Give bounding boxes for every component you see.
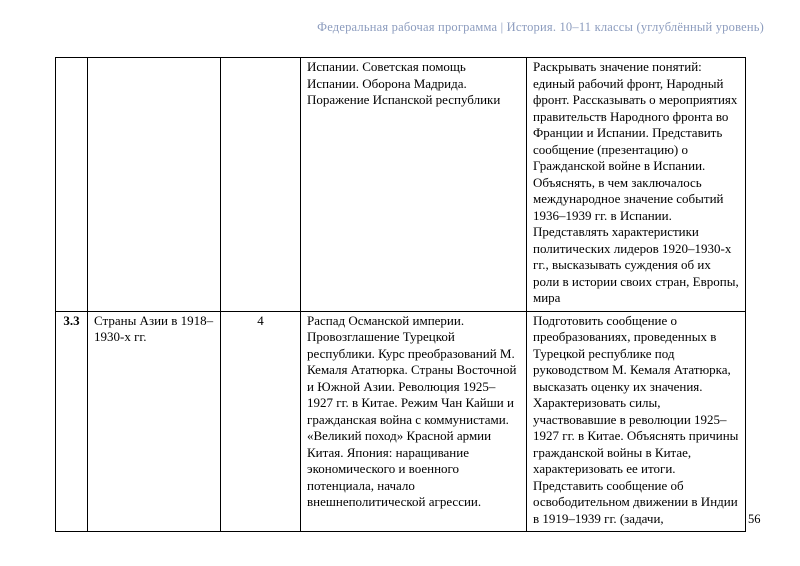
curriculum-table <box>55 57 746 532</box>
hours-cell: 4 <box>221 311 301 532</box>
row-number-cell <box>56 58 88 312</box>
table-row <box>56 58 746 312</box>
hours-cell <box>221 58 301 312</box>
running-header: Федеральная рабочая программа | История. 10–11 классы (углублённый уровень) <box>317 20 764 34</box>
page-number: 56 <box>748 512 761 526</box>
content-cell: Распад Османской империи. Провозглашение Турецкой республики. Курс преобразований М. Кемаля Ататюрка. Страны Восточной и Южной Азии. Революция 1925–1927 гг. в Китае. Режим Чан Кайши и гражданская война с коммунистами. «Великий поход» Красной армии Китая. Япония: наращивание экономического и военного потенциала, начало внешнеполитической агрессии. <box>301 311 527 532</box>
topic-cell <box>88 58 221 312</box>
table-row <box>56 311 746 532</box>
content-cell: Испании. Советская помощь Испании. Оборона Мадрида. Поражение Испанской республики <box>301 58 527 312</box>
topic-cell: Страны Азии в 1918–1930-х гг. <box>88 311 221 532</box>
activities-cell: Раскрывать значение понятий: единый рабочий фронт, Народный фронт. Рассказывать о мероприятиях правительств Народного фронта во Франции и Испании. Представить сообщение (презентацию) о Гражданской войне в Испании. Объяснять, в чем заключалось международное значение событий 1936–1939 гг. в Испании. Представлять характеристики политических лидеров 1920–1930-х гг., высказывать суждения об их роли в истории своих стран, Европы, мира <box>527 58 746 312</box>
activities-cell: Подготовить сообщение о преобразованиях, проведенных в Турецкой республике под руководством М. Кемаля Ататюрка, высказать оценку их значения. Характеризовать силы, участвовавшие в революции 1925–1927 гг. в Китае. Объяснять причины гражданской войны в Китае, характеризовать ее итоги. Представить сообщение об освободительном движении в Индии в 1919–1939 гг. (задачи, <box>527 311 746 532</box>
row-number-cell: 3.3 <box>56 311 88 532</box>
